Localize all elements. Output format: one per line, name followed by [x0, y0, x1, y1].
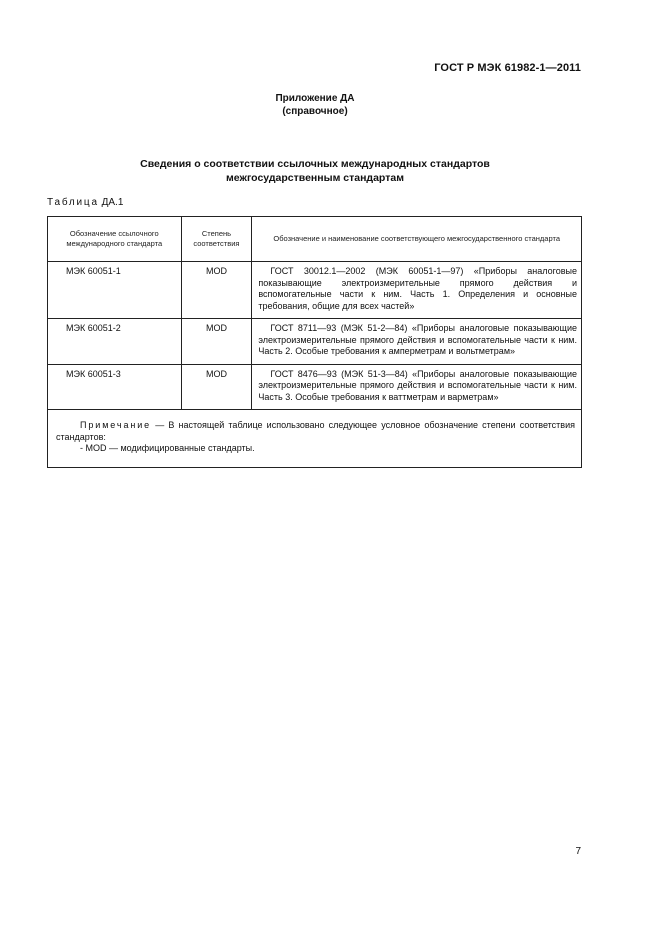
note-text: [56, 420, 575, 443]
row-description-text: ГОСТ 30012.1—2002 (МЭК 60051-1—97) «Приборы аналоговые показывающие электроизмерительные прямого действия и вспомогательные части к ним. Часть 1. Определения и основные требования, общие для всех частей»: [258, 266, 577, 311]
row-description: [252, 319, 582, 365]
table-row: [48, 364, 582, 410]
table-note: [48, 410, 582, 468]
correspondence-table: [47, 216, 582, 468]
table-caption-number: ДА.1: [101, 197, 124, 208]
page-number: 7: [575, 846, 581, 857]
row-description: [252, 364, 582, 410]
table-row: [48, 319, 582, 365]
annex-title: Приложение ДА: [275, 93, 355, 104]
note-body: — В настоящей таблице использовано следующее условное обозначение степени соответствия стандартов:: [56, 420, 575, 442]
section-title: [0, 157, 630, 185]
row-degree: MOD: [181, 319, 252, 365]
header-degree: Степень соответствия: [181, 217, 252, 262]
document-standard-code: ГОСТ Р МЭК 61982-1—2011: [434, 62, 581, 74]
row-description-text: ГОСТ 8711—93 (МЭК 51-2—84) «Приборы аналоговые показывающие электроизмерительные прямого действия и вспомогательные части к ним. Часть 2. Особые требования к амперметрам и вольтметрам»: [258, 323, 577, 356]
table-caption-word: Таблица: [47, 197, 99, 208]
note-label: Примечание: [80, 420, 152, 430]
table-note-row: [48, 410, 582, 468]
row-description: [252, 262, 582, 319]
section-title-line-2: межгосударственным стандартам: [226, 172, 404, 184]
annex-heading: [0, 92, 630, 118]
row-degree: MOD: [181, 364, 252, 410]
table-caption: [47, 197, 123, 208]
section-title-line-1: Сведения о соответствии ссылочных международных стандартов: [140, 158, 490, 170]
header-interstate-standard: Обозначение и наименование соответствующего межгосударственного стандарта: [252, 217, 582, 262]
row-code: МЭК 60051-3: [48, 364, 182, 410]
table-row: [48, 262, 582, 319]
row-code: МЭК 60051-2: [48, 319, 182, 365]
row-degree: MOD: [181, 262, 252, 319]
note-item: - MOD — модифицированные стандарты.: [80, 443, 255, 453]
header-reference-standard: Обозначение ссылочного международного стандарта: [48, 217, 182, 262]
table-header-row: [48, 217, 582, 262]
annex-subtitle: (справочное): [282, 106, 348, 117]
row-code: МЭК 60051-1: [48, 262, 182, 319]
row-description-text: ГОСТ 8476—93 (МЭК 51-3—84) «Приборы аналоговые показывающие электроизмерительные прямого действия и вспомогательные части к ним. Часть 3. Особые требования к ваттметрам и варметрам»: [258, 368, 577, 402]
